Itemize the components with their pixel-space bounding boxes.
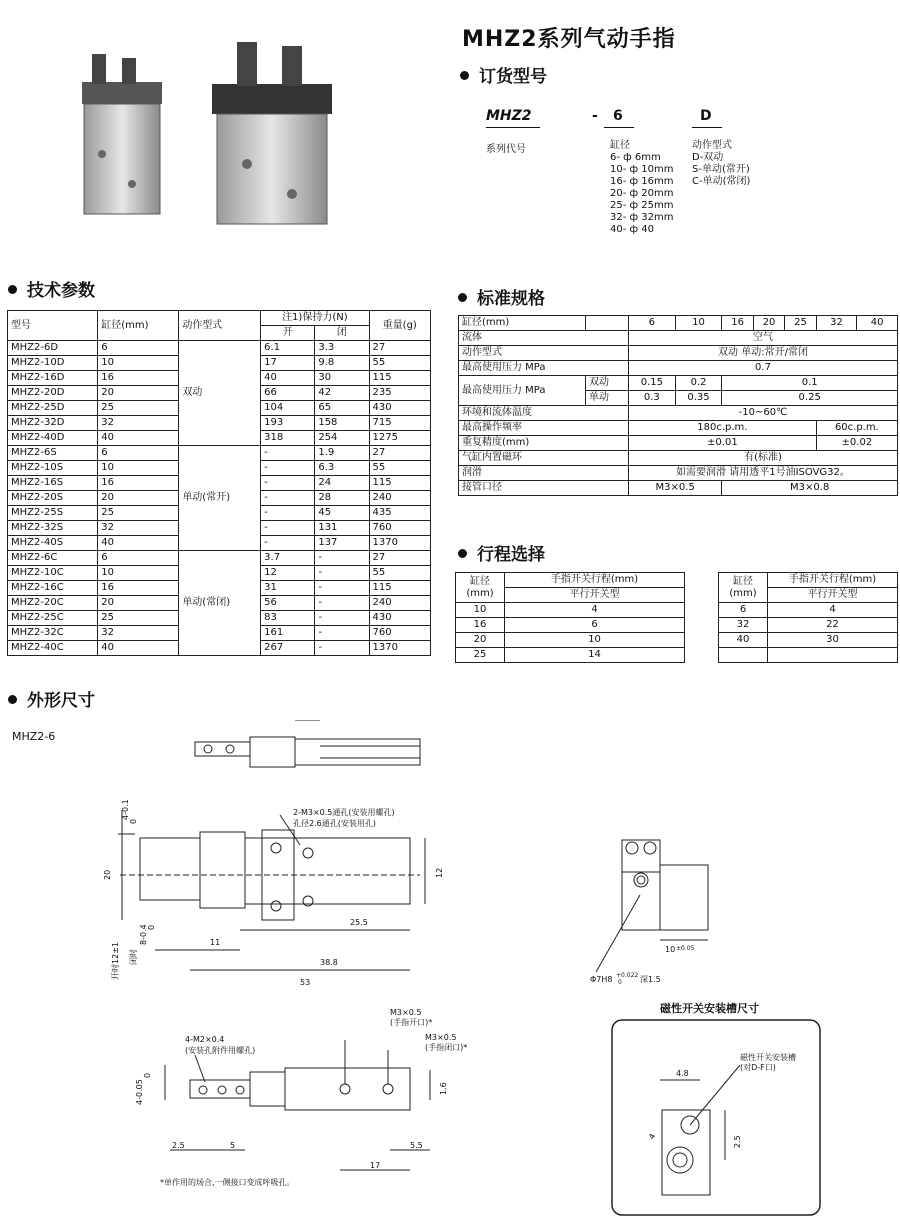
tech-subheader-row: 开 闭 (8, 326, 431, 341)
tech-header-row: 型号 缸径(mm) 动作型式 注1)保持力(N) 重量(g) (8, 311, 431, 326)
table-row: MHZ2-16C 16 31 - 115 (8, 581, 431, 596)
table-row: MHZ2-40S 40 - 137 1370 (8, 536, 431, 551)
dim-48: 4.8 (676, 1069, 689, 1078)
dim-17: 17 (370, 1161, 381, 1170)
table-row: MHZ2-40D 40 318 254 1275 (8, 431, 431, 446)
order-underline (486, 127, 540, 128)
order-dash: - (592, 108, 598, 124)
action-underline (692, 127, 722, 128)
tech-heading: 技术参数 (8, 276, 95, 301)
table-row: MHZ2-32C 32 161 - 760 (8, 626, 431, 641)
dim-20: 20 (103, 869, 112, 880)
bore-note: Φ7H8 (590, 975, 613, 984)
close-dim: 8-0.4 (139, 924, 148, 945)
bore-depth: 深1.5 (640, 975, 661, 984)
product-photo (62, 34, 372, 234)
slot-panel (612, 1020, 820, 1215)
m3b: M3×0.5 (425, 1033, 457, 1042)
order-bore-code: 6 (613, 108, 623, 124)
bore-underline (604, 127, 634, 128)
close-dim-0: 0 (147, 924, 156, 930)
footnote: *单作用的场合,一侧接口变成呼吸孔。 (160, 1178, 295, 1187)
dim-11: 11 (210, 938, 221, 947)
action-list: 动作型式 D-双动 S-单动(常开) C-单动(常闭) (692, 140, 751, 187)
dim-388: 38.8 (320, 958, 338, 967)
m3a-note: (手指开口)* (390, 1018, 433, 1027)
table-row: MHZ2-40C 40 267 - 1370 (8, 641, 431, 656)
slot-note: 磁性开关安装槽 (740, 1053, 796, 1062)
dim-top: 4-0.1 (121, 799, 130, 820)
order-heading: 订货型号 (460, 62, 547, 87)
dim-55: 5.5 (410, 1141, 423, 1150)
bore-list: 缸径 6- ф 6mm 10- ф 10mm 16- ф 16mm 20- ф 20mm 25- ф 25mm 32- ф 32mm 40- ф 40 (610, 140, 674, 235)
hole-note-1: 2-M3×0.5通孔(安装用螺孔) (293, 808, 395, 817)
table-row: MHZ2-25S 25 - 45 435 (8, 506, 431, 521)
m2: 4-M2×0.4 (185, 1035, 225, 1044)
table-row: MHZ2-10S 10 - 6.3 55 (8, 461, 431, 476)
side-tol: ±0.05 (676, 945, 695, 952)
close-label: 闭时 (129, 949, 138, 965)
stroke-table-right: 缸径 (mm) 手指开关行程(mm) 平行开关型 6 4 32 22 40 30 (718, 572, 898, 663)
stroke-heading: 行程选择 (458, 540, 545, 565)
dim-left-0: 0 (143, 1072, 152, 1078)
dim-53: 53 (300, 978, 311, 987)
table-row: MHZ2-25C 25 83 - 430 (8, 611, 431, 626)
table-row: MHZ2-20C 20 56 - 240 (8, 596, 431, 611)
spec-table: 缸径(mm) 6 10 16 20 25 32 40 流体 空气 动作型式 双动 单动:常开/常闭 最高使用压力 MPa 0.7 最高使用压力 MPa 双动 0.15 0.2 0.1 单动 0.3 0.35 0.25 环境和流体温度 -10~60℃ 最高操作频率 180c.p.m. 60c.p.m. 重复精度(mm) ±0.01 ±0.02 气缸内置磁环 有(标准) 润滑 如需要润滑 请用透平1号油ISOVG32。 接管口径 M3×0.5 M3×0.8 (458, 315, 898, 496)
dim-5: 5 (230, 1141, 236, 1150)
hole-note-2: 孔径2.6通孔(安装用孔) (293, 819, 376, 828)
slot-note-2: (对D-F口) (740, 1063, 776, 1072)
open-label: 开时12±1 (111, 942, 120, 980)
order-model: MHZ2 (486, 108, 532, 124)
dim-4: 4 (646, 1132, 658, 1141)
table-row: MHZ2-32D 32 193 158 715 (8, 416, 431, 431)
bore-tol-0: 0 (618, 979, 622, 986)
dim-16: 1.6 (439, 1082, 448, 1095)
dim-top-0: 0 (129, 818, 138, 824)
table-row: MHZ2-25D 25 104 65 430 (8, 401, 431, 416)
table-row: MHZ2-16D 16 40 30 115 (8, 371, 431, 386)
dim-12: 12 (435, 867, 444, 878)
table-row: MHZ2-10D 10 17 9.8 55 (8, 356, 431, 371)
stroke-table-left: 缸径 (mm) 手指开关行程(mm) 平行开关型 10 4 16 6 20 10 25 14 (455, 572, 685, 663)
table-row: MHZ2-20S 20 - 28 240 (8, 491, 431, 506)
tech-table (7, 310, 431, 656)
outline-heading: 外形尺寸 (8, 686, 95, 711)
spec-heading: 标准规格 (458, 284, 545, 309)
bore-tol: +0.022 (616, 972, 639, 979)
table-row: MHZ2-10C 10 12 - 55 (8, 566, 431, 581)
series-label: 系列代号 (486, 144, 526, 155)
side-h: 10 (665, 945, 676, 954)
panel-title: 磁性开关安装槽尺寸 (660, 1002, 759, 1015)
dim-25: 2.5 (172, 1141, 185, 1150)
table-row: MHZ2-6C 6 单动(常闭) 3.7 - 27 (8, 551, 431, 566)
dim-left: 4-0.05 (135, 1079, 144, 1105)
table-row: MHZ2-32S 32 - 131 760 (8, 521, 431, 536)
table-row: MHZ2-6D 6 双动 6.1 3.3 27 (8, 341, 431, 356)
dim-25b: 2.5 (733, 1135, 742, 1148)
table-row: MHZ2-6S 6 单动(常开) - 1.9 27 (8, 446, 431, 461)
m2-note: (安装孔附件用螺孔) (185, 1046, 256, 1055)
dim-255: 25.5 (350, 918, 368, 927)
table-row: MHZ2-20D 20 66 42 235 (8, 386, 431, 401)
outline-model: MHZ2-6 (12, 730, 56, 743)
order-action-code: D (700, 108, 712, 124)
m3a: M3×0.5 (390, 1008, 422, 1017)
outline-drawing (0, 720, 900, 1225)
table-row: MHZ2-16S 16 - 24 115 (8, 476, 431, 491)
page-title: MHZ2系列气动手指 (462, 27, 676, 52)
m3b-note: (手指闭口)* (425, 1043, 468, 1052)
